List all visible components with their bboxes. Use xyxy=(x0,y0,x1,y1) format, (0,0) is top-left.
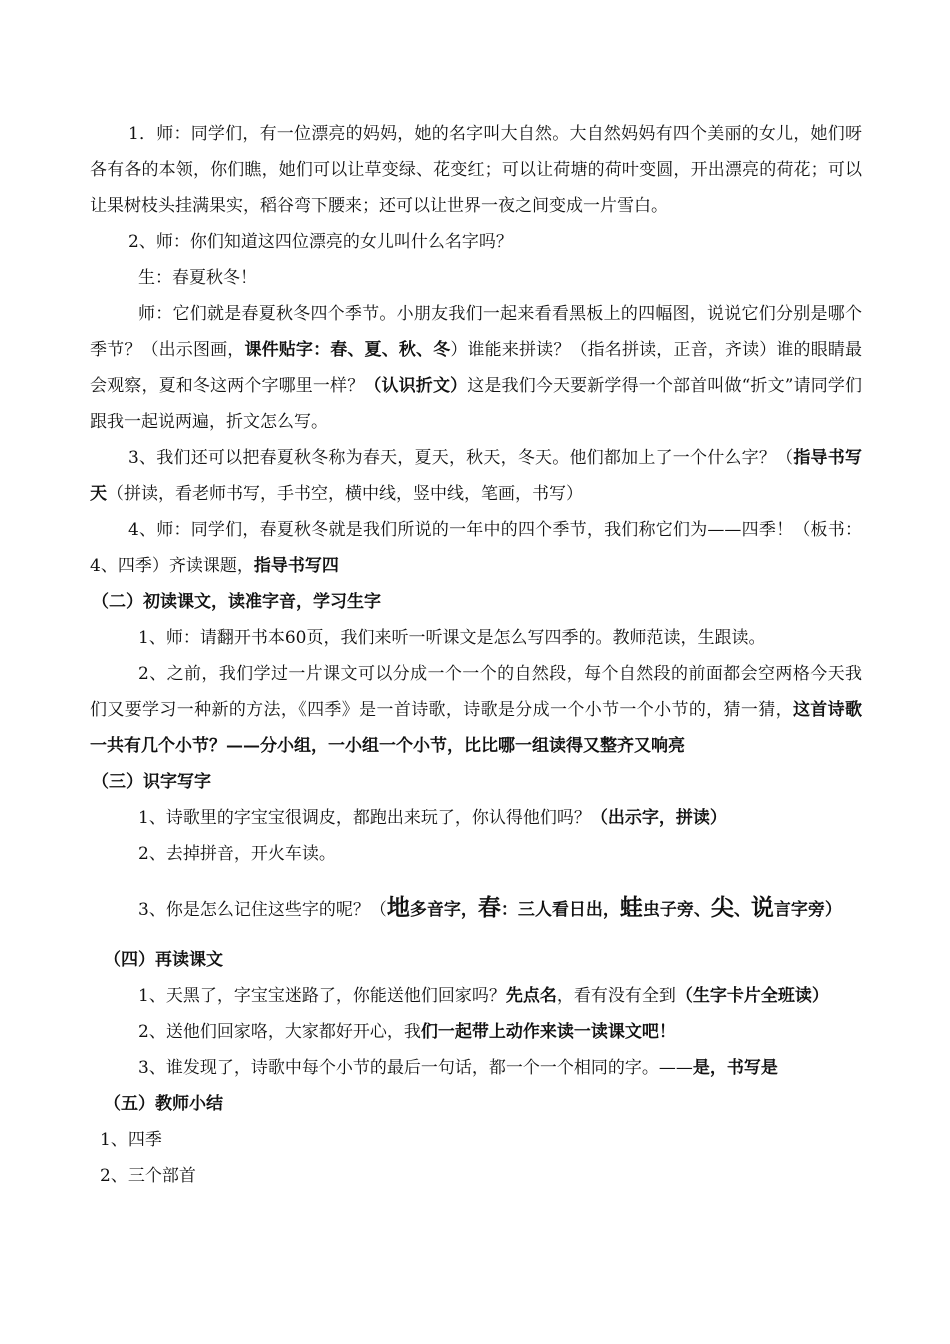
paragraph-stanzas: 2、之前，我们学过一片课文可以分成一个一个的自然段，每个自然段的前面都会空两格今天我们又要学习一种新的方法，《四季》是一首诗歌，诗歌是分成一个小节一个小节的，猜一猜，这首诗歌一共有几个小节？——分小组，一小组一个小节，比比哪一组读得又整齐又响亮 xyxy=(90,664,863,756)
bold-text: （认识折文） xyxy=(364,376,468,396)
bold-text: 指导书写四 xyxy=(253,556,339,576)
paragraph-same-word: 3、谁发现了，诗歌中每个小节的最后一句话，都一个一个相同的字。——是，书写是 xyxy=(138,1058,778,1078)
section-heading-4: （四）再读课文 xyxy=(104,950,223,970)
bold-text: （生字卡片全班读） xyxy=(675,986,829,1006)
paragraph-characters: 1、诗歌里的字宝宝很调皮，都跑出来玩了，你认得他们吗？（出示字，拼读） xyxy=(138,808,727,828)
bold-text: 们一起带上动作来读一读课文吧！ xyxy=(420,1022,676,1042)
section-heading-3: （三）识字写字 xyxy=(92,772,211,792)
bold-text: 先点名 xyxy=(505,986,557,1006)
summary-item-2: 2、三个部首 xyxy=(100,1166,196,1186)
paragraph-memory: 3、你是怎么记住这些字的呢？（地多音字，春：三人看日出，蛙虫子旁、尖、说言字旁） xyxy=(138,894,842,921)
paragraph-question: 2、师：你们知道这四位漂亮的女儿叫什么名字吗？ xyxy=(128,232,513,252)
paragraph-read-actions: 2、送他们回家咯，大家都好开心，我们一起带上动作来读一读课文吧！ xyxy=(138,1022,676,1042)
bold-text: 这首诗歌一共有几个小节？——分小组，一小组一个小节，比比哪一组读得又整齐又响亮 xyxy=(90,700,863,756)
bold-text: 课件贴字：春、夏、秋、冬 xyxy=(244,340,451,360)
paragraph-seasons: 师：它们就是春夏秋冬四个季节。小朋友我们一起来看看黑板上的四幅图，说说它们分别是哪个季节？（出示图画，课件贴字：春、夏、秋、冬）谁能来拼读？（指名拼读，正音，齐读）谁的眼睛最会观察，夏和冬这两个字哪里一样？（认识折文）这是我们今天要新学得一个部首叫做“折文”请同学们跟我一起说两遍，折文怎么写。 xyxy=(90,304,863,432)
paragraph-intro: 1．师：同学们，有一位漂亮的妈妈，她的名字叫大自然。大自然妈妈有四个美丽的女儿，她们呀各有各的本领，你们瞧，她们可以让草变绿、花变红；可以让荷塘的荷叶变圆，开出漂亮的荷花；可以让果树枝头挂满果实，稻谷弯下腰来；还可以让世界一夜之间变成一片雪白。 xyxy=(90,124,862,216)
char-jian: 尖 xyxy=(710,894,734,921)
bold-text: 是，书写是 xyxy=(692,1058,778,1078)
paragraph-four-seasons: 4、师：同学们，春夏秋冬就是我们所说的一年中的四个季节，我们称它们为——四季！（板书：4、四季）齐读课题，指导书写四 xyxy=(90,520,862,576)
lesson-plan-body xyxy=(90,116,862,1194)
paragraph-tian: 3、我们还可以把春夏秋冬称为春天，夏天，秋天，冬天。他们都加上了一个什么字？（指导书写天（拼读，看老师书写，手书空，横中线，竖中线，笔画，书写） xyxy=(90,448,862,504)
bold-text: 指导书写天 xyxy=(90,448,862,504)
paragraph-student-answer: 生：春夏秋冬！ xyxy=(138,268,257,288)
char-di: 地 xyxy=(386,894,410,921)
char-wa: 蛙 xyxy=(619,894,643,921)
char-chun: 春 xyxy=(477,894,501,921)
section-heading-2: （二）初读课文，读准字音，学习生字 xyxy=(92,592,381,612)
paragraph-train-read: 2、去掉拼音，开火车读。 xyxy=(138,844,336,864)
char-shuo: 说 xyxy=(750,894,774,921)
paragraph-open-book: 1、师：请翻开书本60页，我们来听一听课文是怎么写四季的。教师范读，生跟读。 xyxy=(138,628,766,648)
summary-item-1: 1、四季 xyxy=(100,1130,162,1150)
section-heading-5: （五）教师小结 xyxy=(104,1094,223,1114)
bold-text: （出示字，拼读） xyxy=(590,808,727,828)
paragraph-send-home: 1、天黑了，字宝宝迷路了，你能送他们回家吗？先点名，看有没有全到（生字卡片全班读） xyxy=(138,986,829,1006)
